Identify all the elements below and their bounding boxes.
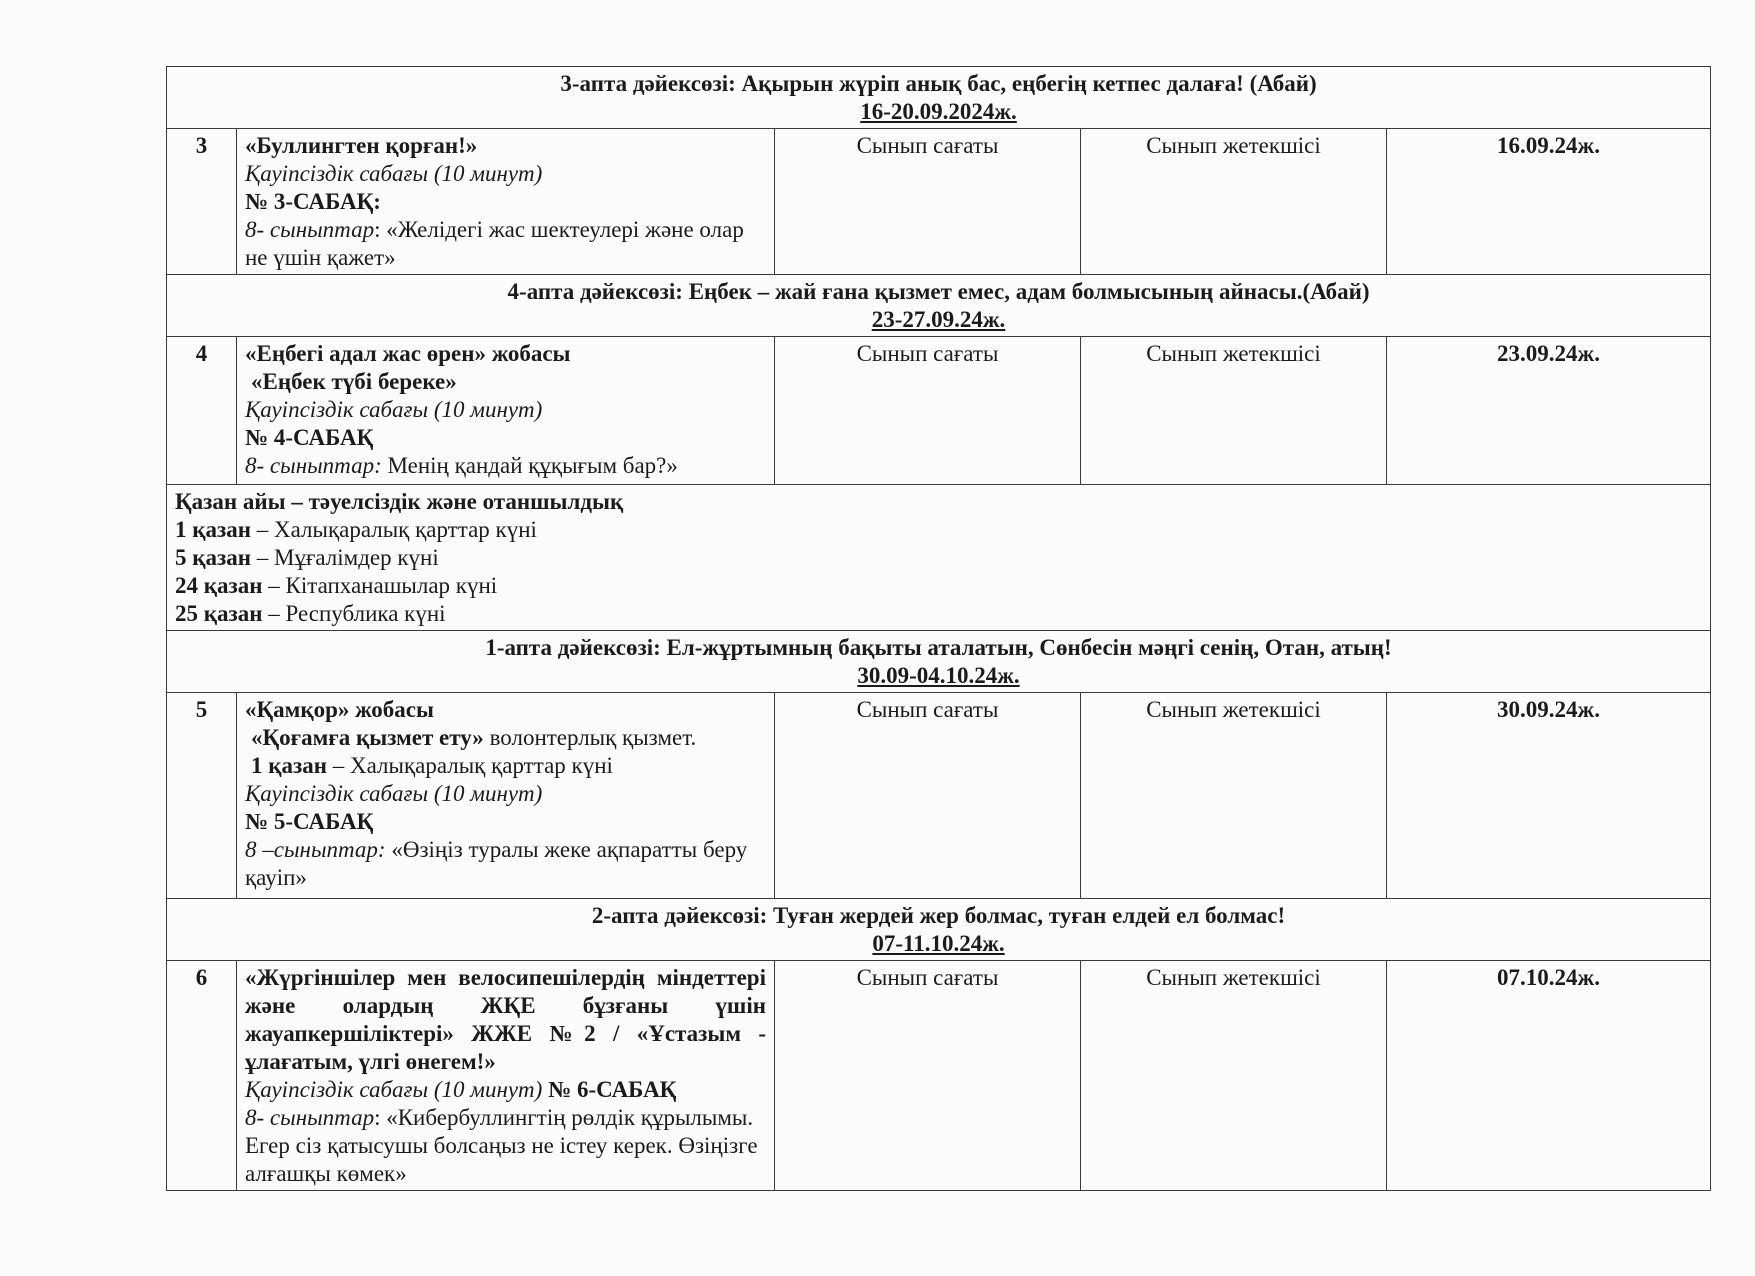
event-description xyxy=(237,129,775,275)
week-header xyxy=(167,275,1711,337)
week-dates: 30.09-04.10.24ж. xyxy=(857,663,1020,688)
event-subtitle: «Қоғамға қызмет ету» xyxy=(251,725,484,750)
event-day: 5 қазан xyxy=(175,545,251,570)
grade-topic: : «Желідегі жас шектеулері және олар не үшін қажет» xyxy=(245,217,744,270)
event-subtitle: «Еңбек түбі береке» xyxy=(251,369,457,394)
grade-label: 8- сыныптар: xyxy=(245,453,382,478)
event-title: «Жүргіншілер мен велосипешілердің міндеттері және олардың ЖҚЕ бұзғаны үшін жауапкершіліктері» ЖЖЕ №2 / «Ұстазым - ұлағатым, үлгі өнегем!» xyxy=(245,965,766,1074)
table-row xyxy=(167,129,1711,275)
lesson-number: № 4-САБАҚ xyxy=(245,425,374,450)
event-form: Сынып сағаты xyxy=(775,129,1081,275)
month-event xyxy=(175,572,1702,600)
grade-topic: : «Кибербуллингтің рөлдік құрылымы. Егер сіз қатысушы болсаңыз не істеу керек. Өзіңізге алғашқы көмек» xyxy=(245,1105,758,1186)
responsible: Сынып жетекшісі xyxy=(1081,961,1387,1191)
week-header xyxy=(167,631,1711,693)
week-dates: 07-11.10.24ж. xyxy=(872,931,1005,956)
grade-label: 8 –сыныптар: xyxy=(245,837,386,862)
event-date: 16.09.24ж. xyxy=(1387,129,1711,275)
event-description xyxy=(237,961,775,1191)
grade-label: 8- сыныптар xyxy=(245,217,375,242)
month-block xyxy=(167,485,1711,631)
row-number: 3 xyxy=(167,129,237,275)
table-row xyxy=(167,961,1711,1191)
event-day: 1 қазан xyxy=(251,753,327,778)
event-day: 24 қазан xyxy=(175,573,263,598)
event-form: Сынып сағаты xyxy=(775,693,1081,899)
week-header-row xyxy=(167,631,1711,693)
row-number: 5 xyxy=(167,693,237,899)
week-motto: 3-апта дәйексөзі: Ақырын жүріп анық бас, еңбегің кетпес далаға! (Абай) xyxy=(560,71,1317,96)
row-number: 6 xyxy=(167,961,237,1191)
table-row xyxy=(167,337,1711,485)
event-description xyxy=(237,337,775,485)
grade-topic: «Өзіңіз туралы жеке ақпаратты беру қауіп» xyxy=(245,837,748,890)
month-event xyxy=(175,544,1702,572)
month-event xyxy=(175,600,1702,628)
row-number: 4 xyxy=(167,337,237,485)
safety-lesson: Қауіпсіздік сабағы (10 минут) xyxy=(245,1077,543,1102)
event-date: 07.10.24ж. xyxy=(1387,961,1711,1191)
event-date: 23.09.24ж. xyxy=(1387,337,1711,485)
week-header xyxy=(167,67,1711,129)
grade-label: 8- сыныптар xyxy=(245,1105,375,1130)
week-header xyxy=(167,899,1711,961)
month-title: Қазан айы – тәуелсіздік және отаншылдық xyxy=(175,489,624,514)
week-motto: 4-апта дәйексөзі: Еңбек – жай ғана қызмет емес, адам болмысының айнасы.(Абай) xyxy=(507,279,1370,304)
event-name: – Халықаралық қарттар күні xyxy=(327,753,613,778)
event-name: – Кітапханашылар күні xyxy=(262,573,498,598)
event-name: – Мұғалімдер күні xyxy=(251,545,439,570)
week-header-row xyxy=(167,67,1711,129)
responsible: Сынып жетекшісі xyxy=(1081,129,1387,275)
week-motto: 2-апта дәйексөзі: Туған жердей жер болмас, туған елдей ел болмас! xyxy=(591,903,1286,928)
lesson-number: № 5-САБАҚ xyxy=(245,809,374,834)
safety-lesson: Қауіпсіздік сабағы (10 минут) xyxy=(245,397,543,422)
week-dates: 23-27.09.24ж. xyxy=(871,307,1006,332)
event-name: – Республика күні xyxy=(262,601,446,626)
responsible: Сынып жетекшісі xyxy=(1081,693,1387,899)
week-header-row xyxy=(167,275,1711,337)
month-event xyxy=(175,516,1702,544)
event-day: 25 қазан xyxy=(175,601,263,626)
lesson-number: № 6-САБАҚ xyxy=(542,1077,677,1102)
event-title: «Еңбегі адал жас өрен» жобасы xyxy=(245,341,571,366)
table-row xyxy=(167,693,1711,899)
grade-topic: Менің қандай құқығым бар?» xyxy=(381,453,678,478)
event-form: Сынып сағаты xyxy=(775,961,1081,1191)
event-title: «Қамқор» жобасы xyxy=(245,697,434,722)
week-dates: 16-20.09.2024ж. xyxy=(860,99,1017,124)
event-title: «Буллингтен қорған!» xyxy=(245,133,478,158)
schedule-table xyxy=(166,66,1711,1191)
week-header-row xyxy=(167,899,1711,961)
safety-lesson: Қауіпсіздік сабағы (10 минут) xyxy=(245,781,543,806)
event-subtitle-rest: волонтерлық қызмет. xyxy=(483,725,697,750)
event-form: Сынып сағаты xyxy=(775,337,1081,485)
event-date: 30.09.24ж. xyxy=(1387,693,1711,899)
month-row xyxy=(167,485,1711,631)
event-day: 1 қазан xyxy=(175,517,251,542)
responsible: Сынып жетекшісі xyxy=(1081,337,1387,485)
safety-lesson: Қауіпсіздік сабағы (10 минут) xyxy=(245,161,543,186)
event-name: – Халықаралық қарттар күні xyxy=(251,517,537,542)
week-motto: 1-апта дәйексөзі: Ел-жұртымның бақыты аталатын, Сөнбесін мәңгі сенің, Отан, атың! xyxy=(485,635,1392,660)
lesson-number: № 3-САБАҚ: xyxy=(245,189,381,214)
event-description xyxy=(237,693,775,899)
